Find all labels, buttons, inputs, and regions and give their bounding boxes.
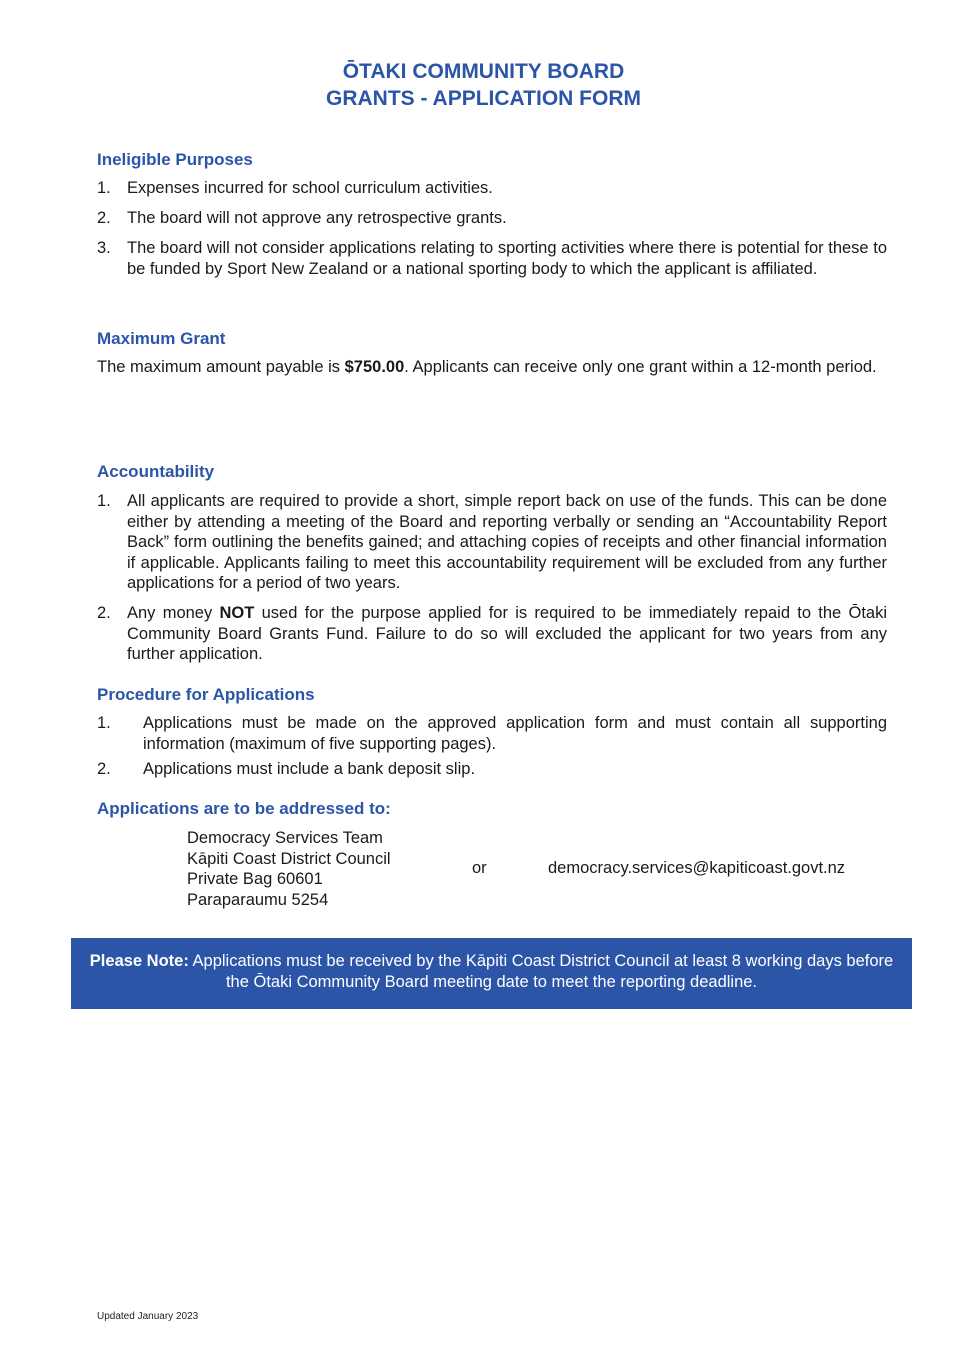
ineligible-heading: Ineligible Purposes (97, 150, 253, 169)
maximum-grant-heading: Maximum Grant (97, 329, 226, 348)
list-item (97, 603, 887, 665)
ineligible-list (97, 178, 887, 289)
accountability-heading: Accountability (97, 462, 215, 481)
procedure-list (97, 713, 887, 785)
address-heading: Applications are to be addressed to: (97, 799, 391, 818)
title-line-2: GRANTS - APPLICATION FORM (326, 87, 641, 110)
list-item (97, 178, 887, 199)
page-title (0, 58, 967, 112)
maximum-amount: $750.00 (344, 358, 405, 376)
address-line: Private Bag 60601 (187, 870, 323, 888)
text-segment: Any money (127, 604, 220, 622)
or-separator: or (472, 859, 487, 877)
list-text: Applications must include a bank deposit slip. (143, 760, 476, 778)
note-text: Applications must be received by the Kāpiti Coast District Council at least 8 working days before the Ōtaki Community Board meeting date to meet the reporting deadline. (188, 952, 894, 991)
list-number: 1. (97, 492, 111, 510)
accountability-list (97, 491, 887, 674)
email-address: democracy.services@kapiticoast.govt.nz (548, 859, 846, 877)
list-number: 1. (97, 179, 111, 197)
list-text: The board will not approve any retrospective grants. (127, 209, 507, 227)
text-segment: . Applicants can receive only one grant within a 12-month period. (404, 358, 877, 376)
address-line: Paraparaumu 5254 (187, 890, 329, 909)
list-number: 2. (97, 209, 111, 227)
please-note-box (71, 938, 912, 1009)
postal-address (187, 828, 391, 910)
list-number: 2. (97, 604, 111, 622)
procedure-heading: Procedure for Applications (97, 685, 315, 704)
address-line: Democracy Services Team (187, 829, 383, 847)
list-number: 2. (97, 760, 111, 778)
list-item (97, 238, 887, 279)
list-text: All applicants are required to provide a short, simple report back on use of the funds. This can be done either by attending a meeting of the Board and reporting verbally or sending an “Accountability Report Back” form outlining the benefits gained; and attaching copies of receipts and other financial information if applicable. Applicants failing to meet this accountability requirement will be excluded from any further applications for a period of two years. (127, 492, 887, 592)
text-segment: used for the purpose applied for is required to be immediately repaid to the Ōtaki Community Board Grants Fund. Failure to do so will excluded the applicant for two years from any further application. (127, 604, 887, 663)
list-item (97, 491, 887, 594)
footer-updated: Updated January 2023 (97, 1311, 199, 1322)
note-label: Please Note: (89, 952, 189, 970)
title-line-1: ŌTAKI COMMUNITY BOARD (342, 60, 625, 83)
emphasis-not: NOT (219, 604, 255, 622)
list-number: 3. (97, 239, 111, 257)
list-text: Expenses incurred for school curriculum activities. (127, 179, 493, 197)
text-segment: The maximum amount payable is (97, 358, 345, 376)
list-text: Applications must be made on the approved application form and must contain all supporting information (maximum of five supporting pages). (143, 714, 887, 753)
list-item (97, 713, 887, 754)
address-line: Kāpiti Coast District Council (187, 849, 391, 868)
maximum-grant-text (97, 357, 887, 378)
list-item (97, 208, 887, 229)
list-number: 1. (97, 714, 111, 732)
list-item (97, 759, 887, 780)
list-text: The board will not consider applications relating to sporting activities where there is potential for these to be funded by Sport New Zealand or a national sporting body to which the applicant is affiliated. (127, 239, 887, 278)
